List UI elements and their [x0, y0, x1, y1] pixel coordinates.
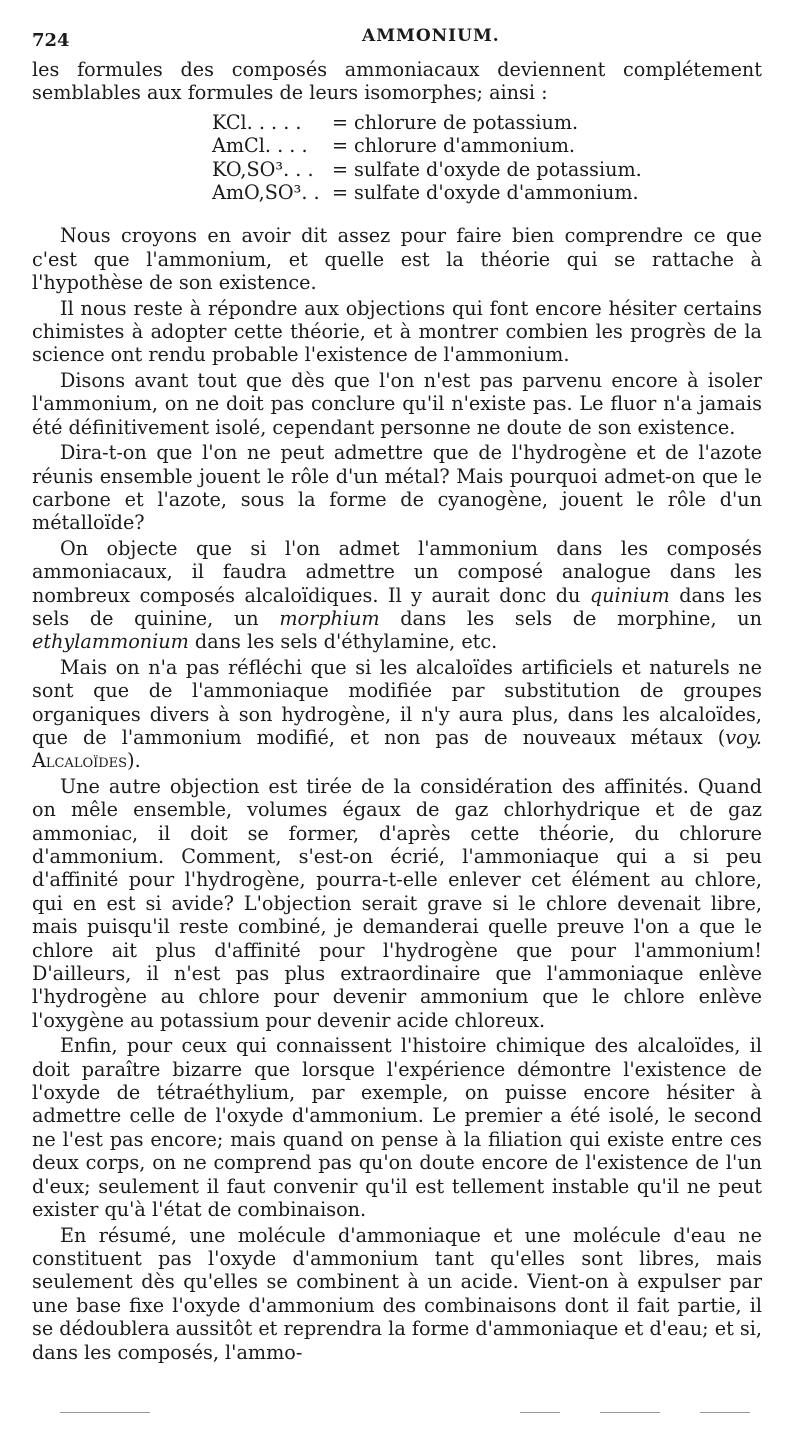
- paragraph-6-text-b: ).: [127, 749, 141, 773]
- paragraph-3: Disons avant tout que dès que l'on n'est pas parvenu encore à isoler l'ammonium, on ne doit pas conclure qu'il n'existe pas. Le fluor n'a jamais été définitivement isolé, cependant personne ne doute de son existence.: [32, 368, 762, 439]
- scan-mark: [60, 1412, 150, 1413]
- formula-name: sulfate d'oxyde de potassium.: [354, 157, 642, 181]
- paragraph-9: En résumé, une molécule d'ammoniaque et une molécule d'eau ne constituent pas l'oxyde d'ammonium tant qu'elles sont libres, mais seulement dès qu'elles se combinent à un acide. Vient-on à expulser par une base fixe l'oxyde d'ammonium des combinaisons dont il fait partie, il se dédoublera aussitôt et reprendra la forme d'ammoniaque et d'eau; et si, dans les composés, l'ammo-: [32, 1223, 762, 1364]
- equals-sign: =: [332, 181, 349, 205]
- body-text: [32, 58, 762, 1364]
- term-quinium: quinium: [589, 583, 670, 607]
- formula-list: [32, 111, 762, 205]
- formula-line: [212, 134, 762, 157]
- paragraph-5: [32, 537, 762, 654]
- formula-name: sulfate d'oxyde d'ammonium.: [354, 181, 639, 205]
- running-title: AMMONIUM.: [362, 26, 500, 46]
- formula-symbol: KCl. . . . .: [212, 110, 302, 134]
- paragraph-5-text-d: dans les sels d'éthylamine, etc.: [188, 630, 498, 654]
- paragraph-6-text-a: Mais on n'a pas réfléchi que si les alcaloïdes artificiels et naturels ne sont que de l'ammoniaque modifiée par substitution de groupes organiques divers à son hydrogène, il n'y aura plus, dans les alcaloïdes, que de l'ammonium modifié, et non pas de nouveaux métaux (: [32, 655, 762, 749]
- scan-mark: [520, 1412, 560, 1413]
- paragraph-1: Nous croyons en avoir dit assez pour faire bien comprendre ce que c'est que l'ammonium, et quelle est la théorie qui se rattache à l'hypothèse de son existence.: [32, 224, 762, 295]
- formula-symbol: AmCl. . . .: [212, 134, 308, 158]
- page-header: [32, 24, 762, 54]
- paragraph-6: [32, 656, 762, 773]
- page-bottom-marks: [60, 1412, 760, 1418]
- term-ethylammonium: ethylammonium: [32, 630, 189, 654]
- paragraph-5-text-b: dans les sels de quinine, un: [32, 583, 762, 630]
- formula-name: chlorure de potassium.: [354, 110, 579, 134]
- paragraph-2: Il nous reste à répondre aux objections qui font encore hésiter certains chimistes à adopter cette théorie, et à montrer combien les progrès de la science ont rendu probable l'existence de l'ammonium.: [32, 296, 762, 367]
- formula-line: [212, 158, 762, 181]
- formula-line: [212, 181, 762, 204]
- abbrev-voy: voy.: [725, 725, 762, 749]
- paragraph-5-text-a: On objecte que si l'on admet l'ammonium dans les composés ammoniacaux, il faudra admettre un composé analogue dans les nombreux composés alcaloïdiques. Il y aurait donc du: [32, 536, 762, 607]
- scan-mark: [600, 1412, 660, 1413]
- scan-mark: [700, 1412, 750, 1413]
- page-number: 724: [32, 30, 70, 51]
- paragraph-4: Dira-t-on que l'on ne peut admettre que de l'hydrogène et de l'azote réunis ensemble jouent le rôle d'un métal? Mais pourquoi admet-on que le carbone et l'azote, sous la forme de cyanogène, jouent le rôle d'un métalloïde?: [32, 441, 762, 535]
- paragraph-5-text-c: dans les sels de morphine, un: [379, 606, 762, 630]
- formula-symbol: AmO,SO³. .: [212, 181, 320, 205]
- equals-sign: =: [332, 134, 349, 158]
- paragraph-7: Une autre objection est tirée de la considération des affinités. Quand on mêle ensemble, volumes égaux de gaz chlorhydrique et de gaz ammoniac, il doit se former, d'après cette théorie, du chlorure d'ammonium. Comment, s'est-on écrié, l'ammoniaque qui a si peu d'affinité pour l'hydrogène, pourra-t-elle enlever cet élément au chlore, qui en est si avide? L'objection serait grave si le chlore devenait libre, mais puisqu'il reste combiné, je demanderai quelle preuve l'on a que le chlore ait plus d'affinité pour l'hydrogène que pour l'ammonium! D'ailleurs, il n'est pas plus extraordinaire que l'ammoniaque enlève l'hydrogène au chlore pour devenir ammonium que le chlore enlève l'oxygène au potassium pour devenir acide chloreux.: [32, 774, 762, 1032]
- equals-sign: =: [332, 110, 349, 134]
- intro-paragraph: les formules des composés ammoniacaux deviennent complétement semblables aux formules de leurs isomorphes; ainsi :: [32, 58, 762, 105]
- equals-sign: =: [332, 157, 349, 181]
- formula-symbol: KO,SO³. . .: [212, 157, 314, 181]
- formula-name: chlorure d'ammonium.: [354, 134, 576, 158]
- cross-reference: Alcaloïdes: [32, 749, 128, 773]
- term-morphium: morphium: [279, 606, 380, 630]
- formula-line: [212, 111, 762, 134]
- paragraph-8: Enfin, pour ceux qui connaissent l'histoire chimique des alcaloïdes, il doit paraître bizarre que lorsque l'expérience démontre l'existence de l'oxyde de tétraéthylium, par exemple, on puisse encore hésiter à admettre celle de l'oxyde d'ammonium. Le premier a été isolé, le second ne l'est pas encore; mais quand on pense à la filiation qui existe entre ces deux corps, on ne comprend pas qu'on doute encore de l'existence de l'un d'eux; seulement il faut convenir qu'il est tellement instable qu'il ne peut exister qu'à l'état de combinaison.: [32, 1034, 762, 1222]
